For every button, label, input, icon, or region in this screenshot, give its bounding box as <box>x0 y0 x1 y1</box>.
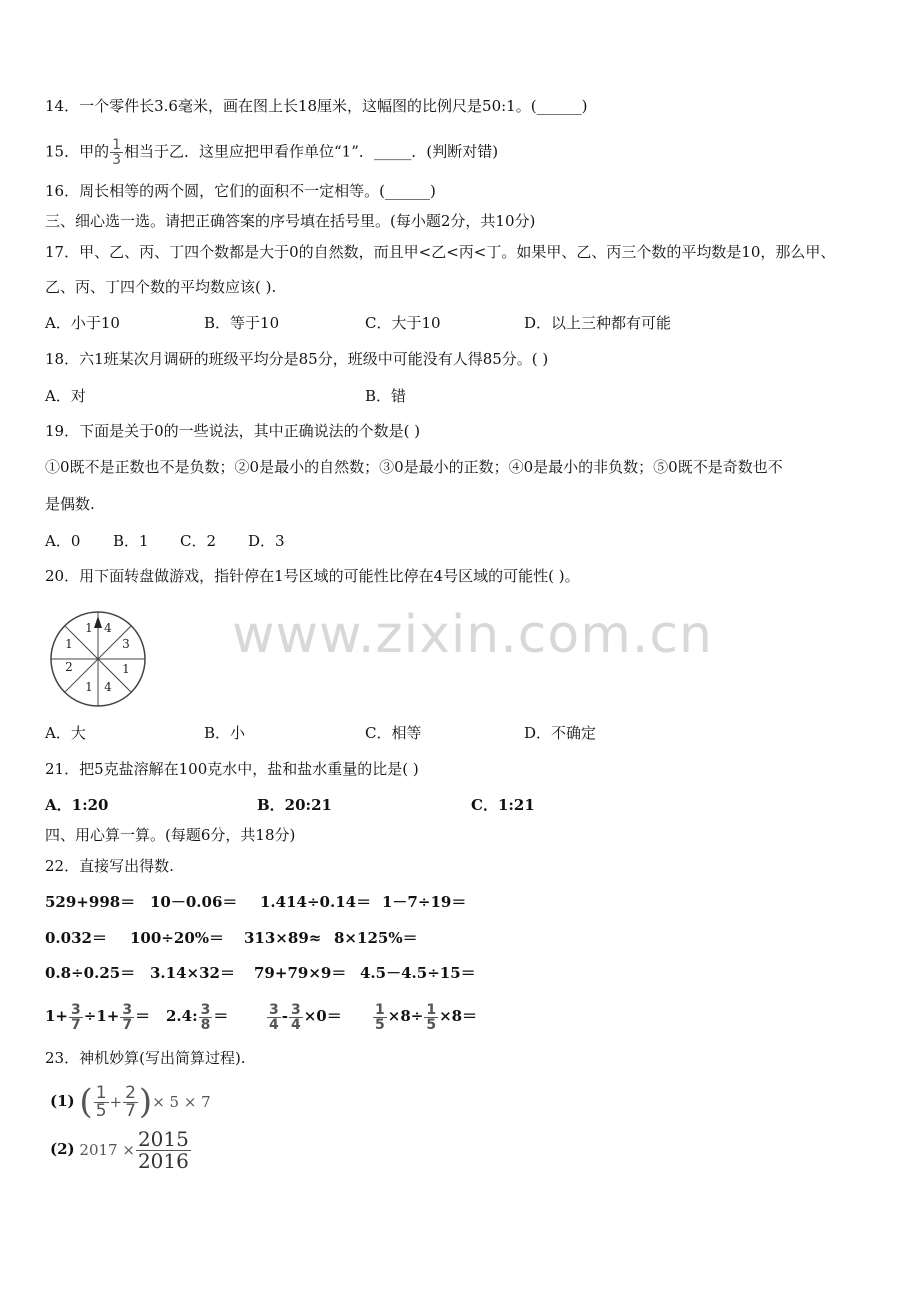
q20-option-b[interactable]: B．小 <box>204 724 246 742</box>
question-17-line2: 乙、丙、丁四个数的平均数应该( ). <box>45 278 277 296</box>
question-23: 23．神机妙算(写出简算过程). <box>45 1049 246 1067</box>
denominator: 4 <box>269 1016 279 1033</box>
denominator: 2016 <box>137 1148 189 1173</box>
question-21: 21．把5克盐溶解在100克水中，盐和盐水重量的比是( ) <box>45 760 419 778</box>
q19-option-b[interactable]: B．1 <box>113 532 149 550</box>
wheel-sector: 1 <box>122 662 130 676</box>
wheel-sector: 4 <box>104 621 112 635</box>
wheel-sector: 1 <box>85 680 93 694</box>
denominator: 7 <box>125 1100 136 1121</box>
calc-item: 1－7÷19＝ <box>382 893 467 911</box>
fraction-3-4 <box>289 1003 303 1032</box>
fraction-2015-2016 <box>136 1126 191 1173</box>
question-22: 22．直接写出得数. <box>45 857 174 875</box>
calc-item: 8×125%＝ <box>334 929 418 947</box>
numerator: 2 <box>125 1082 136 1103</box>
fraction-3-4 <box>267 1003 281 1032</box>
calc-item-ratio <box>166 996 228 1036</box>
denominator: 7 <box>122 1016 133 1033</box>
fraction-3-8 <box>199 1003 213 1032</box>
section-3-heading: 三、细心选一选。请把正确答案的序号填在括号里。(每小题2分，共10分) <box>45 212 536 230</box>
calc-item: 529+998＝ <box>45 893 136 911</box>
numerator: 1 <box>112 137 122 153</box>
q23-part-2 <box>50 1126 192 1173</box>
calc-row-fractions <box>45 996 150 1036</box>
wheel-sector: 3 <box>122 637 130 651</box>
q21-option-a[interactable]: A．1:20 <box>45 796 109 814</box>
calc-item: 4.5－4.5÷15＝ <box>360 964 476 982</box>
calc-text: × 5 × 7 <box>152 1093 211 1111</box>
calc-text: ×8＝ <box>439 1007 478 1025</box>
question-16: 16．周长相等的两个圆，它们的面积不一定相等。(______) <box>45 182 436 200</box>
calc-item: 3.14×32＝ <box>150 964 235 982</box>
fraction-3-7 <box>120 1003 134 1032</box>
calc-text: 2.4: <box>166 1007 198 1025</box>
calc-item: 0.032＝ <box>45 929 107 947</box>
wheel-sector: 4 <box>104 680 112 694</box>
numerator: 1 <box>375 1001 385 1018</box>
right-paren: ) <box>138 1082 153 1122</box>
question-14: 14．一个零件长3.6毫米，画在图上长18厘米，这幅图的比例尺是50:1。(______) <box>45 97 588 115</box>
denominator: 5 <box>426 1016 437 1033</box>
q17-option-a[interactable]: A．小于10 <box>45 314 120 332</box>
numerator: 2015 <box>137 1126 189 1151</box>
q19-option-c[interactable]: C．2 <box>180 532 217 550</box>
denominator: 5 <box>375 1016 385 1033</box>
numerator: 1 <box>426 1001 437 1018</box>
calc-item-zero <box>266 996 342 1036</box>
question-18: 18．六1班某次月调研的班级平均分是85分，班级中可能没有人得85分。( ) <box>45 350 549 368</box>
q19-option-a[interactable]: A．0 <box>45 532 81 550</box>
q21-option-c[interactable]: C．1:21 <box>471 796 535 814</box>
question-19-statements-cont: 是偶数. <box>45 495 95 513</box>
calc-text: ＝ <box>213 1007 229 1025</box>
q17-option-b[interactable]: B．等于10 <box>204 314 280 332</box>
calc-text: ÷1+ <box>83 1007 120 1025</box>
calc-item: 79+79×9＝ <box>254 964 347 982</box>
numerator: 1 <box>95 1082 107 1103</box>
plus-sign: + <box>109 1093 123 1111</box>
calc-item: 313×89≈ <box>244 929 322 947</box>
q21-option-b[interactable]: B．20:21 <box>257 796 332 814</box>
numerator: 3 <box>290 1001 301 1018</box>
wheel-sector: 1 <box>65 637 73 651</box>
q18-option-b[interactable]: B．错 <box>365 387 407 405</box>
section-4-heading: 四、用心算一算。(每题6分，共18分) <box>45 826 296 844</box>
q17-option-d[interactable]: D．以上三种都有可能 <box>524 314 672 332</box>
calc-item-fifths <box>372 996 477 1036</box>
numerator: 3 <box>122 1001 133 1018</box>
question-20: 20．用下面转盘做游戏，指针停在1号区域的可能性比停在4号区域的可能性( )。 <box>45 567 580 585</box>
q20-option-d[interactable]: D．不确定 <box>524 724 597 742</box>
calc-text: ＝ <box>135 1007 151 1025</box>
part-label: (2) <box>50 1140 75 1158</box>
q20-option-c[interactable]: C．相等 <box>365 724 422 742</box>
question-19-statements: ①0既不是正数也不是负数；②0是最小的自然数；③0是最小的正数；④0是最小的非负数；⑤0既不是奇数也不 <box>45 458 783 476</box>
denominator: 7 <box>71 1016 81 1033</box>
question-15 <box>45 138 498 167</box>
fraction-1-5 <box>94 1082 109 1121</box>
denominator: 4 <box>290 1016 301 1033</box>
numerator: 3 <box>200 1001 211 1018</box>
q20-option-a[interactable]: A．大 <box>45 724 86 742</box>
fraction-3-7 <box>69 1003 83 1032</box>
calc-text: 1+ <box>45 1007 69 1025</box>
numerator: 3 <box>71 1001 81 1018</box>
fraction-1-3 <box>110 138 123 167</box>
fraction-2-7 <box>123 1082 138 1121</box>
calc-item: 10－0.06＝ <box>150 893 238 911</box>
calc-item: 0.8÷0.25＝ <box>45 964 136 982</box>
watermark: www.zixin.com.cn <box>232 605 713 665</box>
fraction-1-5 <box>373 1003 387 1032</box>
question-19: 19．下面是关于0的一些说法，其中正确说法的个数是( ) <box>45 422 421 440</box>
fraction-1-5 <box>424 1003 438 1032</box>
denominator: 8 <box>200 1016 211 1033</box>
calc-text: - <box>281 1007 288 1025</box>
calc-item: 1.414÷0.14＝ <box>260 893 372 911</box>
spinner-wheel <box>48 609 148 709</box>
q18-option-a[interactable]: A．对 <box>45 387 86 405</box>
wheel-sector: 2 <box>65 660 73 674</box>
calc-text: 2017 × <box>79 1141 135 1159</box>
q19-option-d[interactable]: D．3 <box>248 532 285 550</box>
left-paren: ( <box>79 1082 93 1122</box>
q23-part-1 <box>50 1080 211 1123</box>
part-label: (1) <box>50 1092 75 1110</box>
calc-text: ×8÷ <box>387 1007 424 1025</box>
calc-item: 100÷20%＝ <box>130 929 225 947</box>
numerator: 3 <box>269 1001 279 1018</box>
denominator: 5 <box>95 1100 107 1121</box>
q15-suffix: 相当于乙．这里应把甲看作单位“1”．_____．(判断对错) <box>124 142 499 161</box>
denominator: 3 <box>112 152 122 168</box>
question-17-line1: 17．甲、乙、丙、丁四个数都是大于0的自然数，而且甲<乙<丙<丁。如果甲、乙、丙三个数的平均数是10，那么甲、 <box>45 243 836 261</box>
wheel-sector: 1 <box>85 621 93 635</box>
calc-text: ×0＝ <box>303 1007 342 1025</box>
q17-option-c[interactable]: C．大于10 <box>365 314 441 332</box>
q15-prefix: 15．甲的 <box>45 142 110 161</box>
